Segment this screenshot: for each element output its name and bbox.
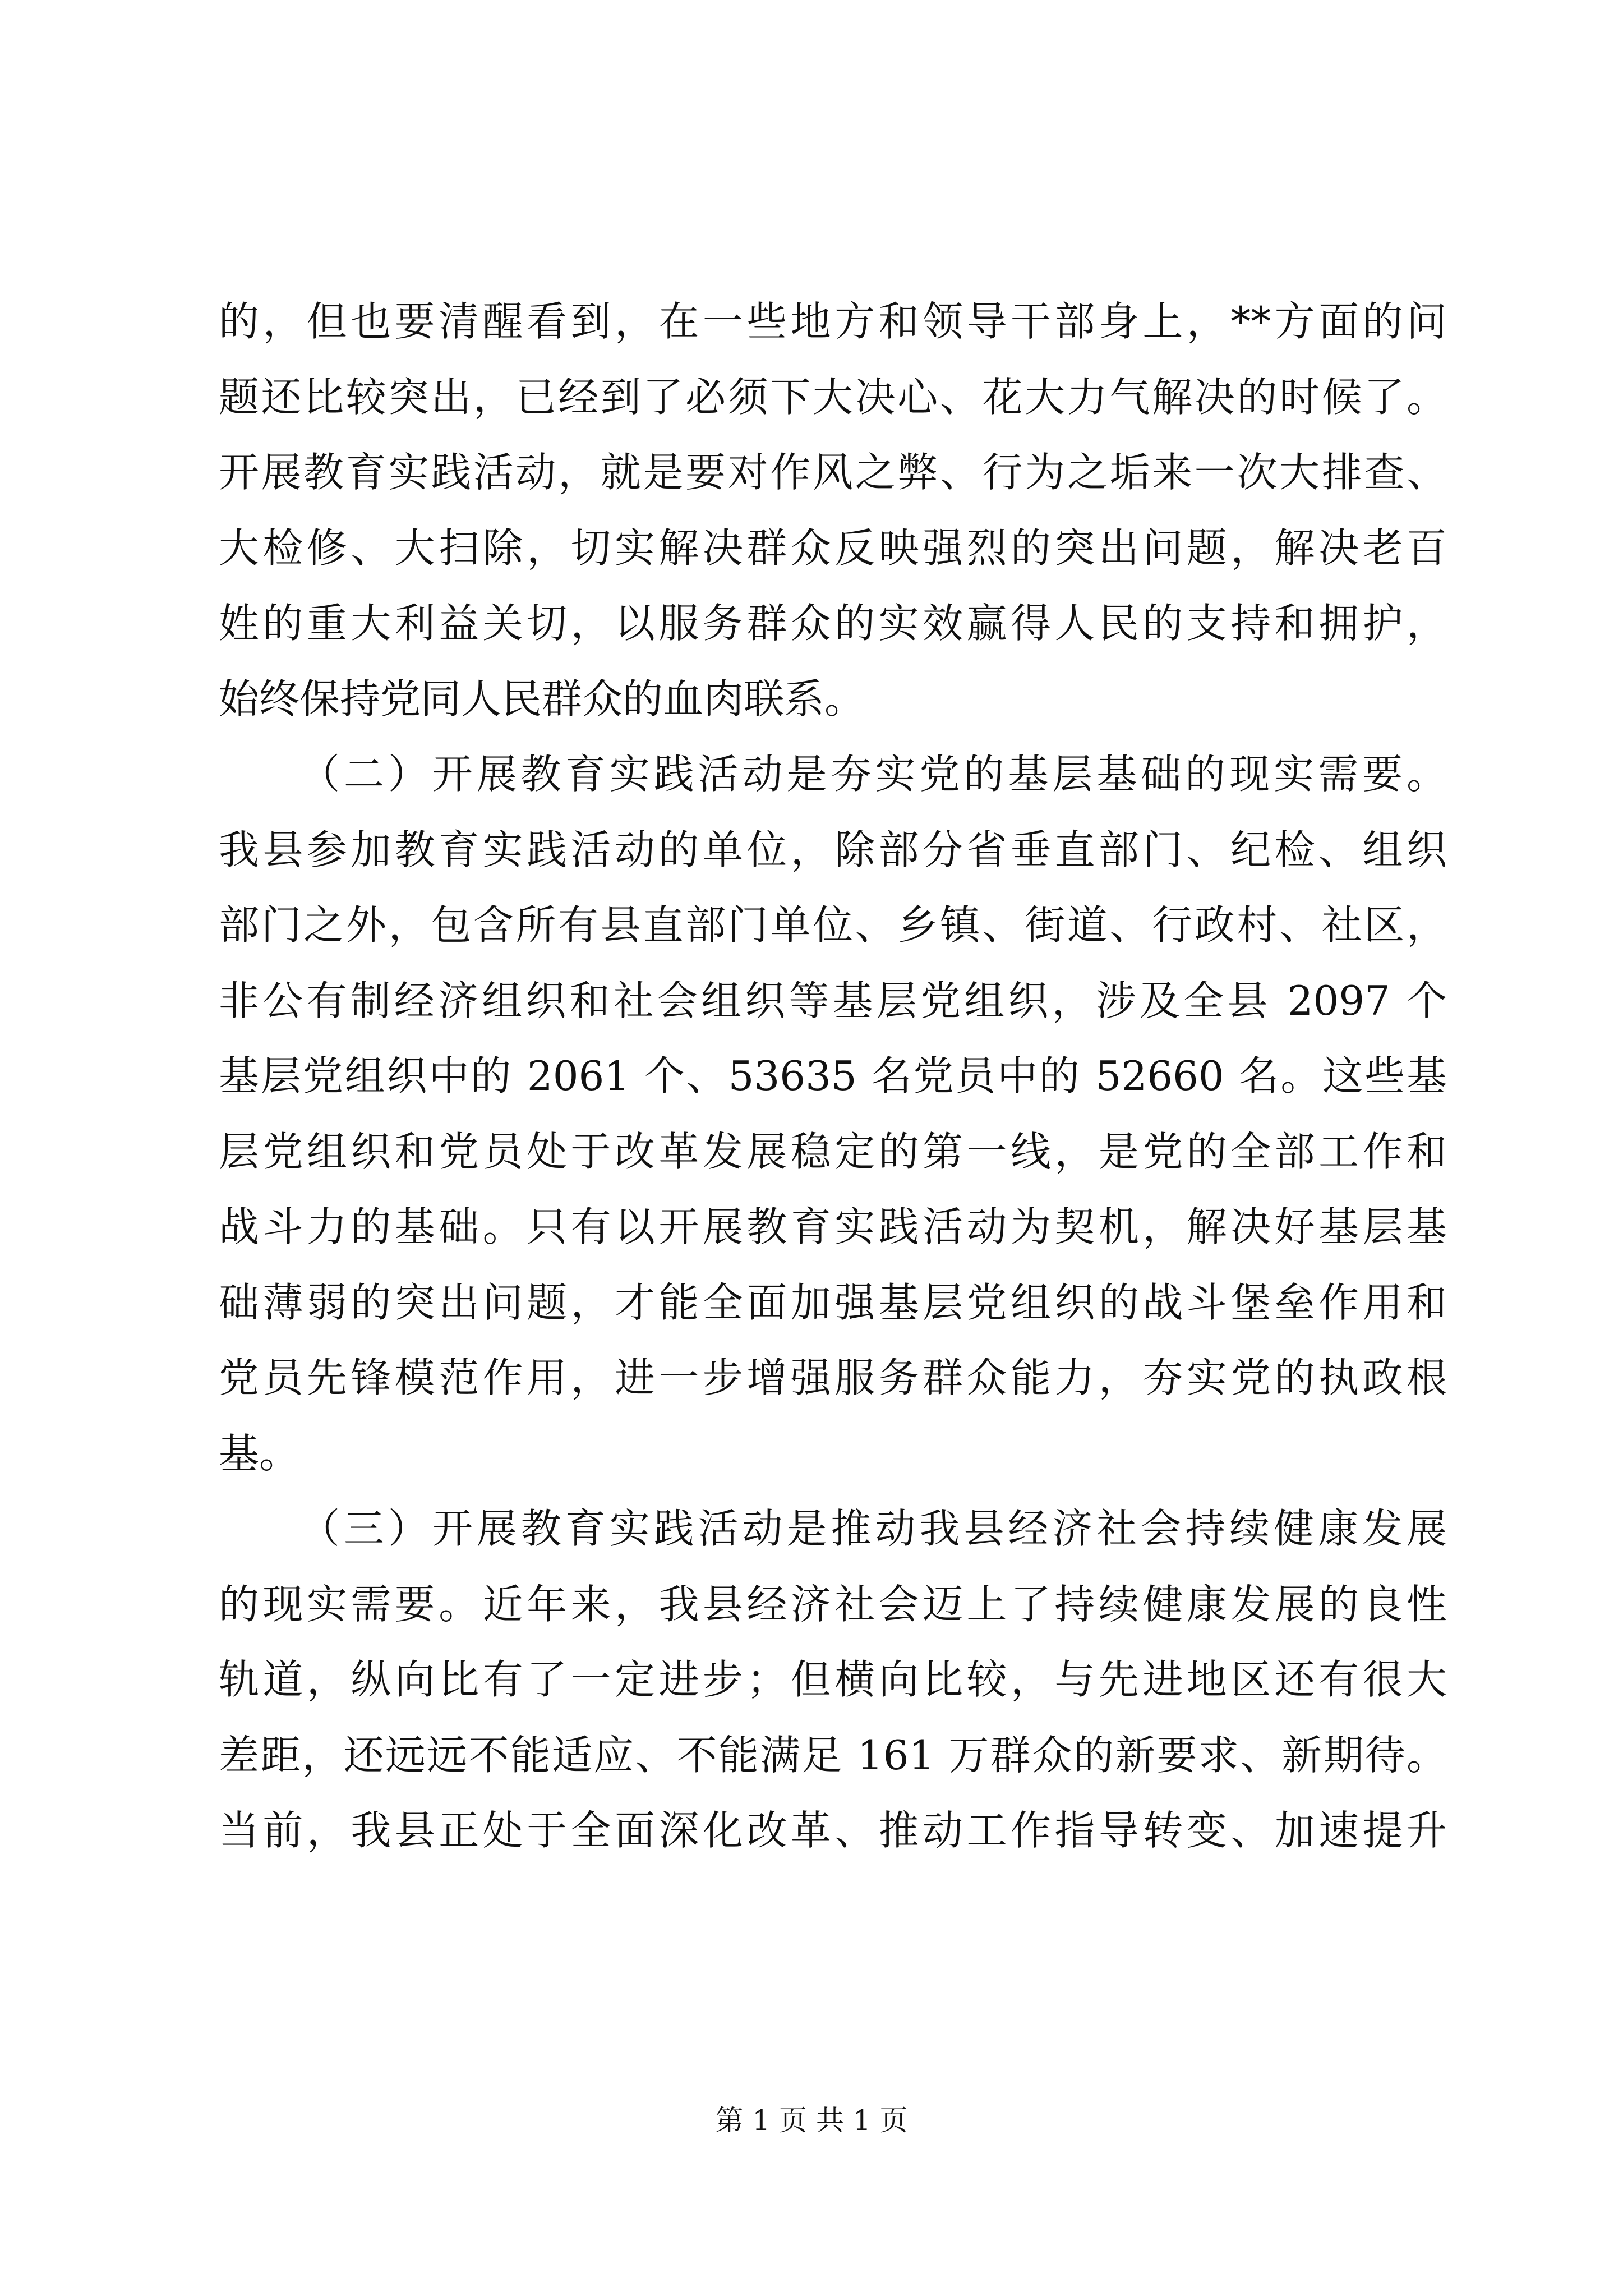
text-line: 的现实需要。近年来，我县经济社会迈上了持续健康发展的良性 xyxy=(219,1580,1447,1628)
text-line: 当前，我县正处于全面深化改革、推动工作指导转变、加速提升 xyxy=(219,1807,1447,1854)
text-line: 础薄弱的突出问题，才能全面加强基层党组织的战斗堡垒作用和 xyxy=(219,1278,1447,1326)
text-line: 层党组织和党员处于改革发展稳定的第一线，是党的全部工作和 xyxy=(219,1128,1447,1175)
text-line: 差距，还远远不能适应、不能满足 161 万群众的新要求、新期待。 xyxy=(219,1731,1447,1779)
document-body xyxy=(219,296,1447,1881)
text-line: 党员先锋模范作用，进一步增强服务群众能力，夯实党的执政根 xyxy=(219,1354,1447,1401)
text-line: 基。 xyxy=(219,1429,300,1477)
text-line: 部门之外，包含所有县直部门单位、乡镇、街道、行政村、社区， xyxy=(219,901,1447,949)
text-line: （三）开展教育实践活动是推动我县经济社会持续健康发展 xyxy=(299,1505,1447,1552)
text-line: 我县参加教育实践活动的单位，除部分省垂直部门、纪检、组织 xyxy=(219,826,1447,873)
text-line: 非公有制经济组织和社会组织等基层党组织，涉及全县 2097 个 xyxy=(219,977,1447,1024)
text-line: 基层党组织中的 2061 个、53635 名党员中的 52660 名。这些基 xyxy=(219,1052,1447,1099)
text-line: 开展教育实践活动，就是要对作风之弊、行为之垢来一次大排查、 xyxy=(219,449,1447,496)
page-footer: 第 1 页 共 1 页 xyxy=(715,2104,908,2137)
text-line: （二）开展教育实践活动是夯实党的基层基础的现实需要。 xyxy=(299,751,1447,798)
text-line: 姓的重大利益关切，以服务群众的实效赢得人民的支持和拥护， xyxy=(219,600,1447,647)
text-line: 题还比较突出，已经到了必须下大决心、花大力气解决的时候了。 xyxy=(219,373,1447,421)
text-line: 战斗力的基础。只有以开展教育实践活动为契机，解决好基层基 xyxy=(219,1203,1447,1250)
text-line: 始终保持党同人民群众的血肉联系。 xyxy=(219,675,865,723)
text-line: 的，但也要清醒看到，在一些地方和领导干部身上，**方面的问 xyxy=(219,298,1447,345)
text-line: 大检修、大扫除，切实解决群众反映强烈的突出问题，解决老百 xyxy=(219,524,1447,572)
text-line: 轨道，纵向比有了一定进步；但横向比较，与先进地区还有很大 xyxy=(219,1656,1447,1703)
